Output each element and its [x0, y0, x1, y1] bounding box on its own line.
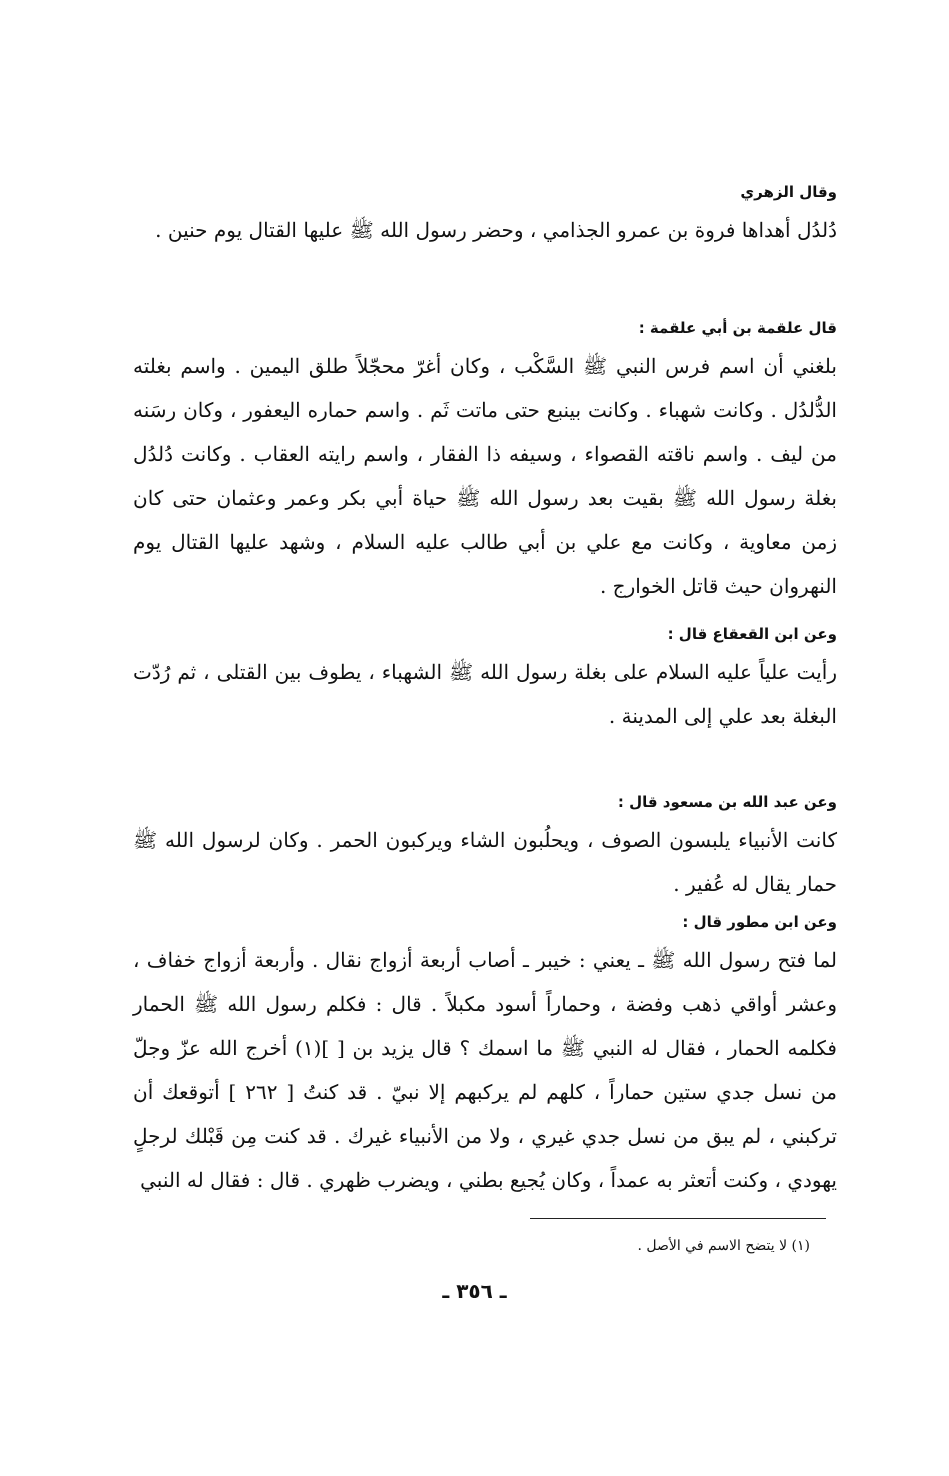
section-ibn-matur — [133, 912, 837, 1202]
section-ibn-masud — [133, 792, 837, 906]
section-heading: وعن ابن مطور قال : — [682, 913, 837, 931]
section-body: رأيت علياً عليه السلام على بغلة رسول الله ﷺ الشهباء ، يطوف بين القتلى ، ثم رُدّت البغلة بعد علي إلى المدينة . — [133, 660, 837, 728]
section-heading: وعن عبد الله بن مسعود قال : — [617, 793, 837, 811]
page-number: ـ ٣٥٦ ـ — [442, 1279, 507, 1303]
section-zuhri — [133, 182, 837, 252]
section-heading: وقال الزهري — [740, 183, 837, 201]
footnote: (١) لا يتضح الاسم في الأصل . — [637, 1238, 810, 1254]
section-body: لما فتح رسول الله ﷺ ـ يعني : خيبر ـ أصاب أربعة أزواج نقال . وأربعة أزواج خفاف ، وعشر أواقي ذهب وفضة ، وحماراً أسود مكبلاً . قال : فكلم رسول الله ﷺ الحمار فكلمه الحمار ، فقال له النبي ﷺ ما اسمك ؟ قال يزيد بن [ ](١) أخرج الله عزّ وجلّ من نسل جدي ستين حماراً ، كلهم لم يركبهم إلا نبيّ . قد كنتُ [ ٢٦٢ ] أتوقعك أن تركبني ، لم يبق من نسل جدي غيري ، ولا من الأنبياء غيرك . قد كنت مِن قَبْلك لرجلٍ يهودي ، وكنت أتعثر به عمداً ، وكان يُجيع بطني ، ويضرب ظهري . قال : فقال له النبي — [133, 948, 838, 1192]
section-alqama — [133, 318, 837, 608]
footnote-divider — [530, 1218, 826, 1219]
section-body: كانت الأنبياء يلبسون الصوف ، ويحلُبون الشاء ويركبون الحمر . وكان لرسول الله ﷺ حمار يقال له عُفير . — [133, 828, 837, 896]
section-body: بلغني أن اسم فرس النبي ﷺ السَّكْب ، وكان أغرّ محجّلاً طلق اليمين . واسم بغلته الدُّلدُل . وكانت شهباء . وكانت بينبع حتى ماتت ثَم . واسم حماره اليعفور ، وكان رسَنه من ليف . واسم ناقته القصواء ، وسيفه ذا الفقار ، واسم رايته العقاب . وكانت دُلدُل بغلة رسول الله ﷺ بقيت بعد رسول الله ﷺ حياة أبي بكر وعمر وعثمان حتى كان زمن معاوية ، وكانت مع علي بن أبي طالب عليه السلام ، وشهد عليها القتال يوم النهروان حيث قاتل الخوارج . — [133, 354, 837, 598]
section-heading: وعن ابن القعقاع قال : — [667, 625, 837, 643]
section-ibn-qaqa — [133, 624, 837, 738]
section-heading: قال علقمة بن أبي علقمة : — [638, 319, 837, 337]
section-body: دُلدُل أهداها فروة بن عمرو الجذامي ، وحضر رسول الله ﷺ عليها القتال يوم حنين . — [155, 218, 837, 242]
